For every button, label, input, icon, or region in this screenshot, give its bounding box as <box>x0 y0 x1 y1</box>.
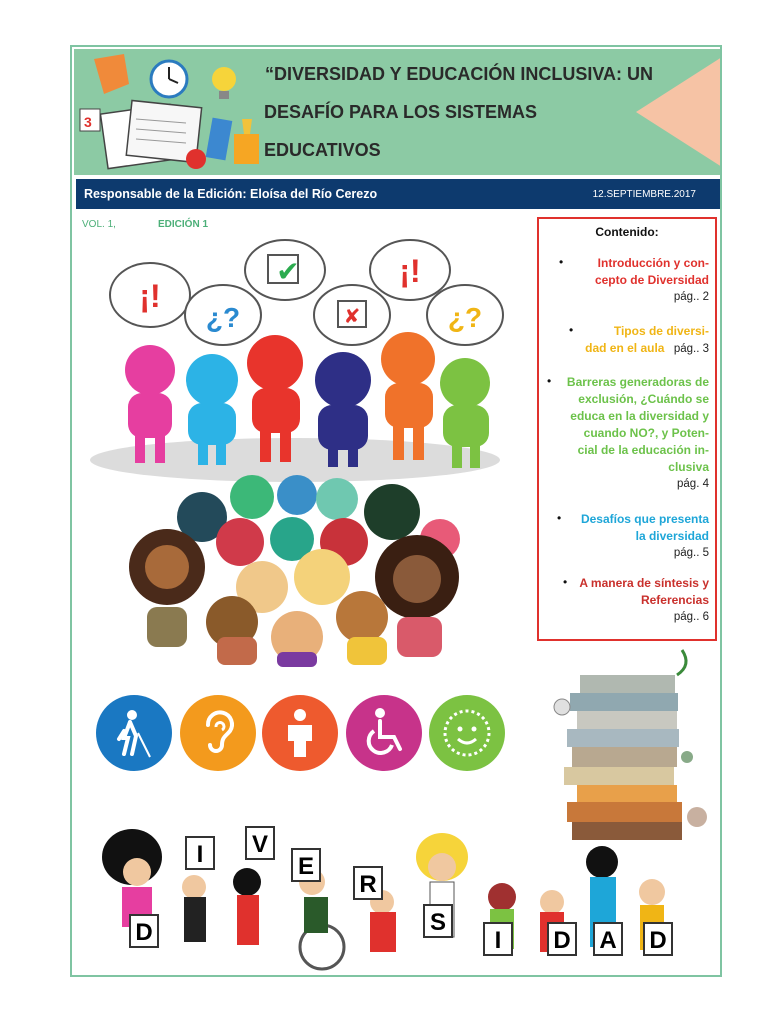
header-banner <box>74 49 722 175</box>
newsletter-page <box>70 45 722 977</box>
svg-text:✘: ✘ <box>343 304 361 328</box>
letter-card: I <box>494 927 502 954</box>
toc-bullet: • <box>563 575 568 589</box>
svg-text:¡!: ¡! <box>399 253 421 289</box>
letter-card: D <box>553 927 571 954</box>
letter-card: S <box>429 909 447 936</box>
speech-bubble <box>110 263 190 327</box>
letter-card: E <box>297 853 315 880</box>
letter-card: R <box>359 871 377 898</box>
toc-item-tipos[interactable]: Tipos de diversi- dad en el aula pág.. 3 <box>585 324 709 355</box>
school-supplies-illustration <box>74 49 264 175</box>
person-icon <box>262 695 338 771</box>
speech-bubble <box>370 240 450 300</box>
toc-item-barreras[interactable]: Barreras generadoras de exclusión, ¿Cuándo se educa en la diversidad y cuando NO?, y Poten- cial de la educación in- clusiva pág. 4 <box>567 374 709 493</box>
svg-text:¿?: ¿? <box>205 302 241 333</box>
kids-speech-bubbles-illustration <box>80 235 510 485</box>
svg-text:¿?: ¿? <box>447 302 483 333</box>
title-line-1: “DIVERSIDAD Y EDUCACIÓN INCLUSIVA: UN <box>264 64 654 84</box>
toc-page-number: pág.. 6 <box>673 611 709 623</box>
toc-bullet: • <box>569 323 574 337</box>
toc-page-number: pág. 4 <box>677 478 709 490</box>
speech-bubble <box>427 285 503 345</box>
title-line-2: DESAFÍO PARA LOS SISTEMAS EDUCATIVOS <box>264 102 538 160</box>
edition-label: EDICIÓN 1 <box>158 219 209 230</box>
edition-bar <box>76 179 720 209</box>
speech-bubble <box>245 240 325 300</box>
toc-item-desafios[interactable]: Desafíos que presenta la diversidad pág.. 5 <box>581 511 709 562</box>
table-of-contents <box>537 217 717 641</box>
speech-bubble <box>314 285 390 345</box>
toc-page-number: pág.. 2 <box>673 291 709 303</box>
svg-text:✔: ✔ <box>276 255 300 288</box>
editor-credit: Responsable de la Edición: Eloísa del Río Cerezo <box>84 187 378 201</box>
letter-card: D <box>135 919 153 946</box>
speech-bubble <box>185 285 261 345</box>
blind-person-icon <box>96 695 172 771</box>
publication-date: 12.SEPTIEMBRE.2017 <box>592 189 696 200</box>
toc-page-number: pág.. 3 <box>673 343 709 355</box>
svg-text:¡!: ¡! <box>139 278 161 314</box>
toc-bullet: • <box>547 374 552 388</box>
toc-page-number: pág.. 5 <box>673 547 709 559</box>
letter-card: D <box>649 927 667 954</box>
children-crowd-illustration <box>122 467 472 667</box>
toc-item-introduccion[interactable]: Introducción y con- cepto de Diversidad pág.. 2 <box>595 255 709 306</box>
letter-card: I <box>196 841 204 868</box>
toc-heading: Contenido: <box>595 225 659 239</box>
smiley-icon <box>429 695 505 771</box>
toc-bullet: • <box>559 255 564 269</box>
hearing-icon <box>180 695 256 771</box>
toc-item-sintesis[interactable]: A manera de síntesis y Referencias pág.. 6 <box>579 575 709 626</box>
letter-card: A <box>599 927 617 954</box>
diversidad-characters-illustration <box>92 797 702 977</box>
wheelchair-icon <box>346 695 422 771</box>
toc-bullet: • <box>557 511 562 525</box>
letter-card: V <box>251 831 269 858</box>
svg-text:3: 3 <box>84 114 92 130</box>
volume-label: VOL. 1, <box>82 219 116 230</box>
